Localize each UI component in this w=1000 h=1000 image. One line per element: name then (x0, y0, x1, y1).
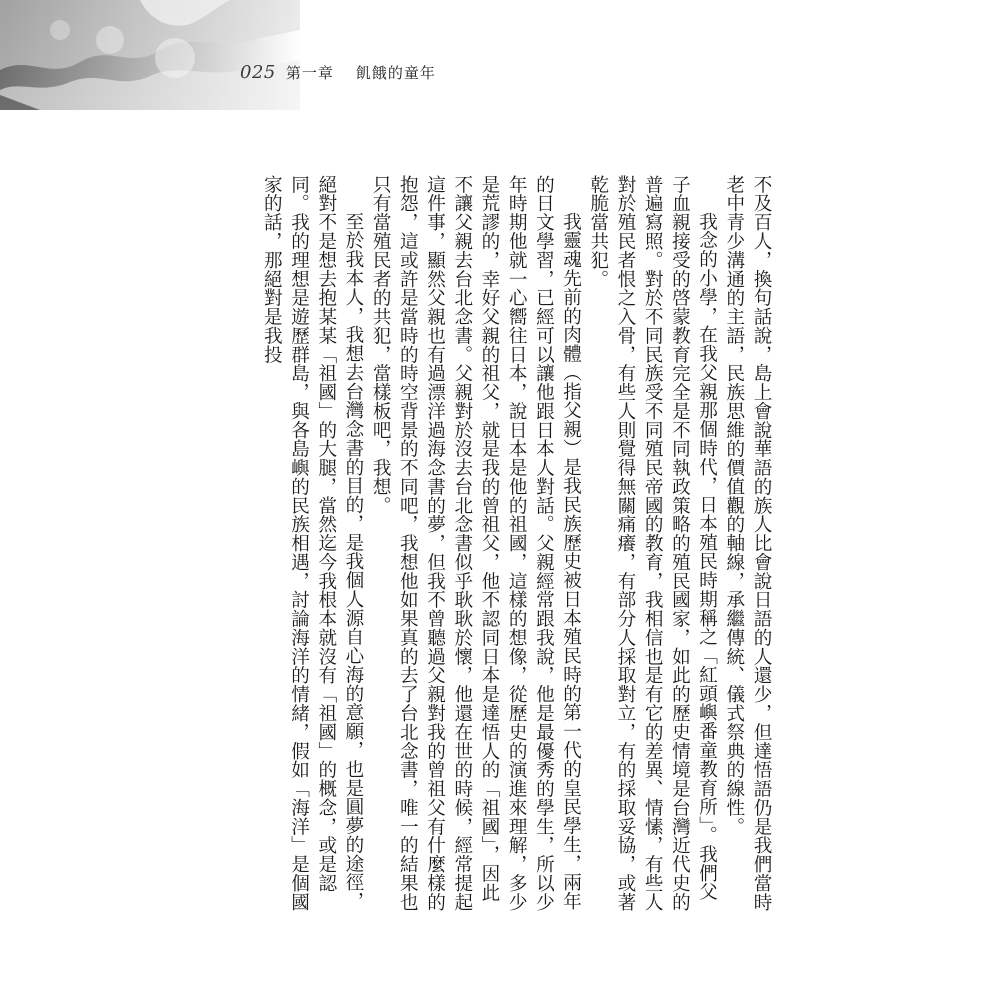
page-number: 025 (240, 62, 276, 83)
vertical-body-text (230, 175, 775, 915)
paragraph-1: 不及百人，換句話說，島上會說華語的族人比會說日語的人還少，但達悟語仍是我們當時老中青少溝通的主語，民族思維的價值觀的軸線，承繼傳統、儀式祭典的線性。 (723, 175, 772, 912)
paragraph-3: 我靈魂先前的肉體（指父親）是我民族歷史被日本殖民時的第一代的皇民學生，兩年的日文學習，已經可以讓他跟日本人對話。父親經常跟我說，他是最優秀的學生，所以少年時期他就一心嚮往日本，說日本是他的祖國，這樣的想像，從歷史的演進來理解，多少是荒謬的，幸好父親的祖父，就是我的曾祖父，他不認同日本是達悟人的「祖國」，因此不讓父親去台北念書。父親對於沒去台北念書似乎耿耿於懷，他還在世的時候，經常提起這件事，顯然父親也有過漂洋過海念書的夢，但我不曾聽過父親對我的曾祖父有什麼樣的抱怨，這或許是當時的時空背景的不同吧，我想他如果真的去了台北念書，唯一的結果也只有當殖民者的共犯，當樣板吧，我想。 (370, 175, 582, 912)
paragraph-2: 我念的小學，在我父親那個時代，日本殖民時期稱之「紅頭嶼番童教育所」。我們父子血親接受的啓蒙教育完全是不同執政策略的殖民國家，如此的歷史情境是台灣近代史的普遍寫照。對於不同民族受不同殖民帝國的教育，我相信也是有它的差異、情愫，有些人對於殖民者恨之入骨，有些人則覺得無關痛癢，有部分人採取對立，有的採取妥協，或著乾脆當共犯。 (587, 175, 718, 912)
header-wave-image (0, 0, 300, 110)
running-header (240, 62, 436, 86)
chapter-label: 第一章 (285, 64, 334, 82)
chapter-title: 飢餓的童年 (355, 64, 436, 82)
paragraph-4: 至於我本人，我想去台灣念書的目的，是我個人源自心海的意願，也是圓夢的途徑，絕對不是想去抱某某「祖國」的大腿，當然迄今我根本就沒有「祖國」的概念，或是認同。我的理想是遊歷群島，與各島嶼的民族相遇，討論海洋的情緒，假如「海洋」是個國家的話，那絕對是我投 (261, 175, 364, 912)
